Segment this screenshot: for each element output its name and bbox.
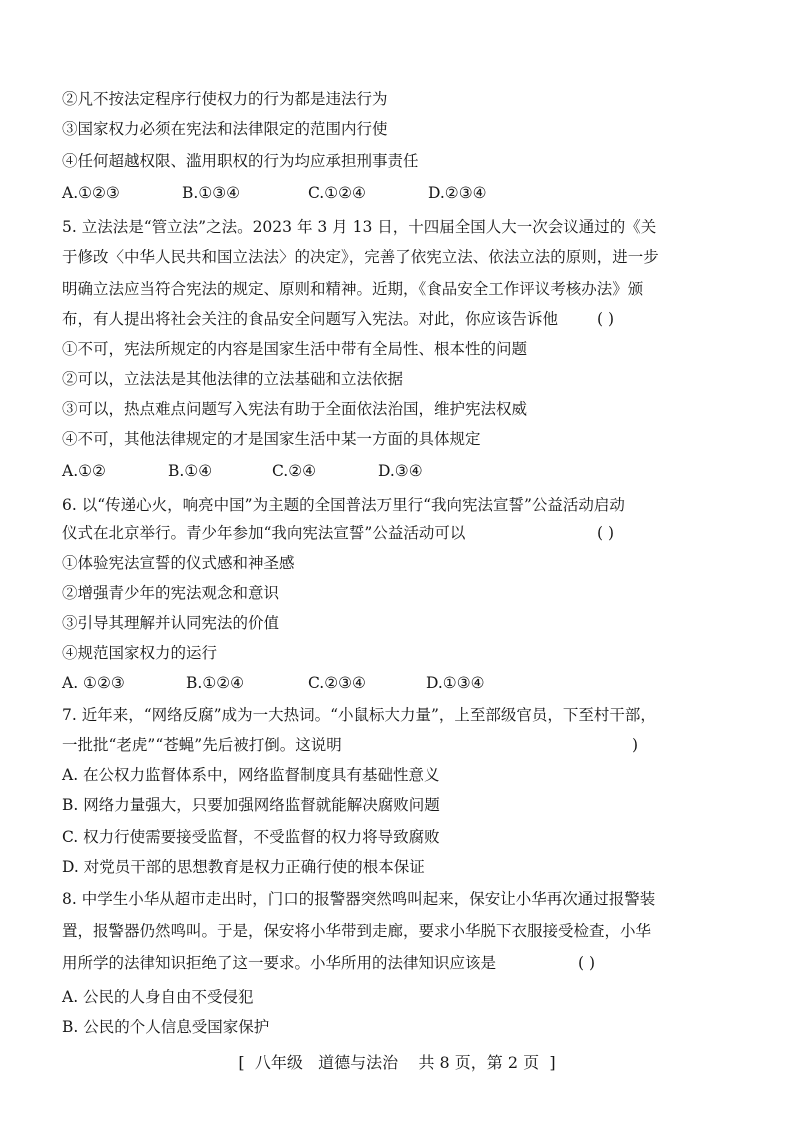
q6-statement-3: ③引导其理解并认同宪法的价值	[62, 614, 280, 632]
q5-stem-line-3: 明确立法应当符合宪法的规定、原则和精神。近期，《食品安全工作评议考核办法》颁	[62, 280, 644, 298]
q4-option-d: D.②③④	[428, 184, 487, 202]
q8-stem-line-1: 8. 中学生小华从超市走出时，门口的报警器突然鸣叫起来，保安让小华再次通过报警装	[62, 890, 656, 908]
q6-option-c: C.②③④	[308, 674, 366, 692]
q4-option-c: C.①②④	[308, 184, 366, 202]
q7-option-c: C. 权力行使需要接受监督，不受监督的权力将导致腐败	[62, 828, 440, 846]
q8-option-b: B. 公民的个人信息受国家保护	[62, 1018, 270, 1036]
q5-stem-line-4: 布，有人提出将社会关注的食品安全问题写入宪法。对此，你应该告诉他	[62, 310, 559, 328]
q5-stem-line-2: 于修改〈中华人民共和国立法法〉的决定》，完善了依宪立法、依法立法的原则，进一步	[62, 248, 659, 266]
q5-option-a: A.①②	[62, 462, 106, 480]
q6-option-d: D.①③④	[426, 674, 485, 692]
q6-option-a: A. ①②③	[62, 674, 125, 692]
q7-answer-paren: )	[632, 736, 639, 754]
page-footer: [ 八年级 道德与法治 共 8 页，第 2 页 ]	[238, 1053, 556, 1072]
q6-answer-paren: ( )	[597, 524, 615, 542]
q6-statement-1: ①体验宪法宣誓的仪式感和神圣感	[62, 554, 295, 572]
q4-option-b: B.①③④	[182, 184, 241, 202]
q8-answer-paren: ( )	[578, 954, 596, 972]
q8-stem-line-2: 置，报警器仍然鸣叫。于是，保安将小华带到走廊，要求小华脱下衣服接受检查，小华	[62, 922, 652, 940]
q6-stem-line-1: 6. 以“传递心火，响亮中国”为主题的全国普法万里行“我向宪法宣誓”公益活动启动	[62, 496, 625, 514]
q8-stem-line-3: 用所学的法律知识拒绝了这一要求。小华所用的法律知识应该是	[62, 954, 497, 972]
q4-statement-2: ②凡不按法定程序行使权力的行为都是违法行为	[62, 90, 388, 108]
q6-statement-4: ④规范国家权力的运行	[62, 644, 218, 662]
q5-statement-3: ③可以，热点难点问题写入宪法有助于全面依法治国，维护宪法权威	[62, 400, 528, 418]
q7-option-b: B. 网络力量强大，只要加强网络监督就能解决腐败问题	[62, 796, 440, 814]
q7-option-a: A. 在公权力监督体系中，网络监督制度具有基础性意义	[62, 766, 440, 784]
q6-stem-line-2: 仪式在北京举行。青少年参加“我向宪法宣誓”公益活动可以	[62, 524, 466, 542]
q7-stem-line-1: 7. 近年来，“网络反腐”成为一大热词。“小鼠标大力量”，上至部级官员，下至村干部，	[62, 706, 656, 724]
q7-option-d: D. 对党员干部的思想教育是权力正确行使的根本保证	[62, 858, 425, 876]
q6-options	[0, 672, 794, 694]
q7-stem-line-2: 一批批“老虎”“苍蝇”先后被打倒。这说明	[62, 736, 342, 754]
q8-option-a: A. 公民的人身自由不受侵犯	[62, 988, 254, 1006]
q5-option-b: B.①④	[168, 462, 213, 480]
q6-statement-2: ②增强青少年的宪法观念和意识	[62, 584, 280, 602]
q5-option-c: C.②④	[272, 462, 317, 480]
q4-option-a: A.①②③	[62, 184, 120, 202]
q4-statement-4: ④任何超越权限、滥用职权的行为均应承担刑事责任	[62, 152, 419, 170]
q5-answer-paren: ( )	[597, 310, 615, 328]
q5-stem-line-1: 5. 立法法是“管立法”之法。2023 年 3 月 13 日，十四届全国人大一次会议通过的《关	[62, 218, 657, 236]
q5-statement-2: ②可以，立法法是其他法律的立法基础和立法依据	[62, 370, 404, 388]
q5-statement-1: ①不可，宪法所规定的内容是国家生活中带有全局性、根本性的问题	[62, 340, 528, 358]
q4-options	[0, 182, 794, 204]
q4-statement-3: ③国家权力必须在宪法和法律限定的范围内行使	[62, 120, 388, 138]
q5-statement-4: ④不可，其他法律规定的才是国家生活中某一方面的具体规定	[62, 430, 481, 448]
q6-option-b: B.①②④	[186, 674, 245, 692]
q5-option-d: D.③④	[378, 462, 423, 480]
q5-options	[0, 460, 794, 482]
